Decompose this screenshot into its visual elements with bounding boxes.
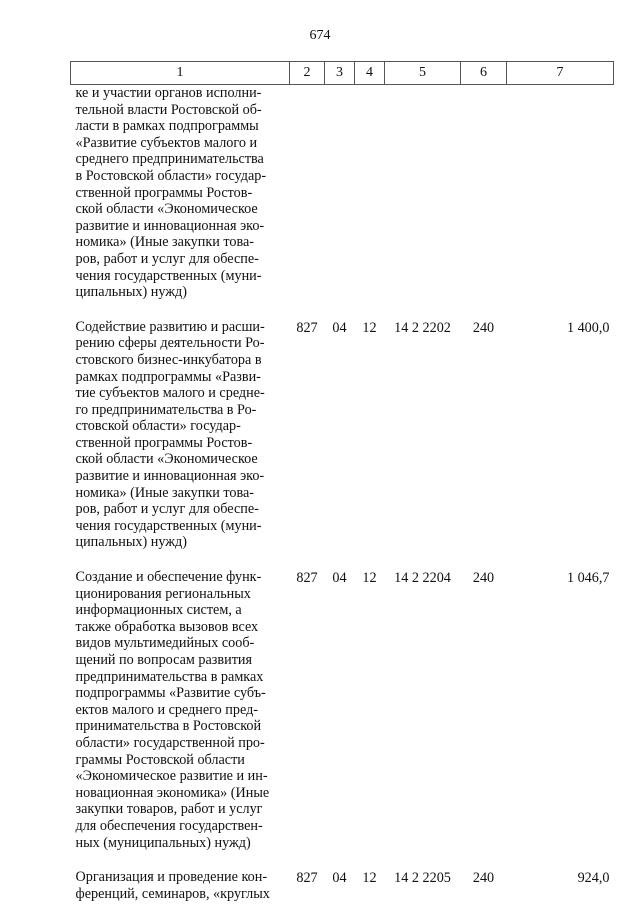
row-description: Содействие развитию и расши- рению сферы деятельности Ро- стовского бизнес-инкубатора в рамках подпрограммы «Разви- тие субъектов малого и средне- го предпринимательства в Ро- стовской области» государ- ственной программы Ростов- ской области «Экономическое развитие и инновационная эко- номика» (Иные закупки това- ров, работ и услуг для обеспе- чения государственных (муни- ципальных) нужд) xyxy=(75,318,265,551)
row-section-code: 04 xyxy=(332,570,347,587)
row-subsection-code: 12 xyxy=(362,570,377,587)
row-description: Создание и обеспечение функ- ционирования региональных информационных систем, а также обработка вызовов всех видов мультимедийных сооб- щений по вопросам развития предпринимательства в рамках подпрограммы «Развитие субъ- ектов малого и среднего пред- принимательства в Ростовской области» государственной про- граммы Ростовской области «Экономическое развитие и ин- новационная экономика» (Иные закупки товаров, работ и услуг для обеспечения государствен- ных (муниципальных) нужд) xyxy=(75,569,270,851)
row-amount: 1 400,0 xyxy=(566,319,610,336)
column-header-2: 2 xyxy=(290,62,325,85)
row-target-article xyxy=(385,85,461,319)
row-expense-type: 240 xyxy=(472,870,495,887)
row-subsection-code: 12 xyxy=(362,319,377,336)
table-row xyxy=(71,569,614,869)
row-section-code xyxy=(325,85,355,319)
row-description: Организация и проведение кон- ференций, семинаров, «круглых xyxy=(75,869,270,902)
column-number-header-row xyxy=(71,62,614,85)
budget-table xyxy=(70,61,614,920)
row-ministry-code: 827 xyxy=(296,570,318,587)
row-target-article: 14 2 2205 xyxy=(394,870,451,887)
column-header-1: 1 xyxy=(71,62,290,85)
row-expense-type xyxy=(461,85,507,319)
column-header-3: 3 xyxy=(325,62,355,85)
row-expense-type: 240 xyxy=(472,570,495,587)
row-ministry-code: 827 xyxy=(296,870,318,887)
column-header-5: 5 xyxy=(385,62,461,85)
row-amount: 1 046,7 xyxy=(566,570,610,587)
row-description: ке и участии органов исполни- тельной власти Ростовской об- ласти в рамках подпрограммы «Развитие субъектов малого и среднего предпринимательства в Ростовской области» государ- ственной программы Ростов- ской области «Экономическое развитие и инновационная эко- номика» (Иные закупки това- ров, работ и услуг для обеспе- чения государственных (муни- ципальных) нужд) xyxy=(75,85,267,301)
table-row xyxy=(71,869,614,920)
row-section-code: 04 xyxy=(332,870,347,887)
column-header-6: 6 xyxy=(461,62,507,85)
row-ministry-code xyxy=(290,85,325,319)
table-row xyxy=(71,319,614,569)
row-expense-type: 240 xyxy=(472,319,495,336)
row-section-code: 04 xyxy=(332,319,347,336)
row-subsection-code: 12 xyxy=(362,870,377,887)
row-ministry-code: 827 xyxy=(296,319,318,336)
row-target-article: 14 2 2202 xyxy=(394,319,451,336)
column-header-7: 7 xyxy=(507,62,614,85)
column-header-4: 4 xyxy=(355,62,385,85)
page-number: 674 xyxy=(309,28,331,43)
table-row xyxy=(71,85,614,319)
row-amount: 924,0 xyxy=(577,870,610,887)
row-target-article: 14 2 2204 xyxy=(394,570,451,587)
row-subsection-code xyxy=(355,85,385,319)
row-amount xyxy=(507,85,614,319)
